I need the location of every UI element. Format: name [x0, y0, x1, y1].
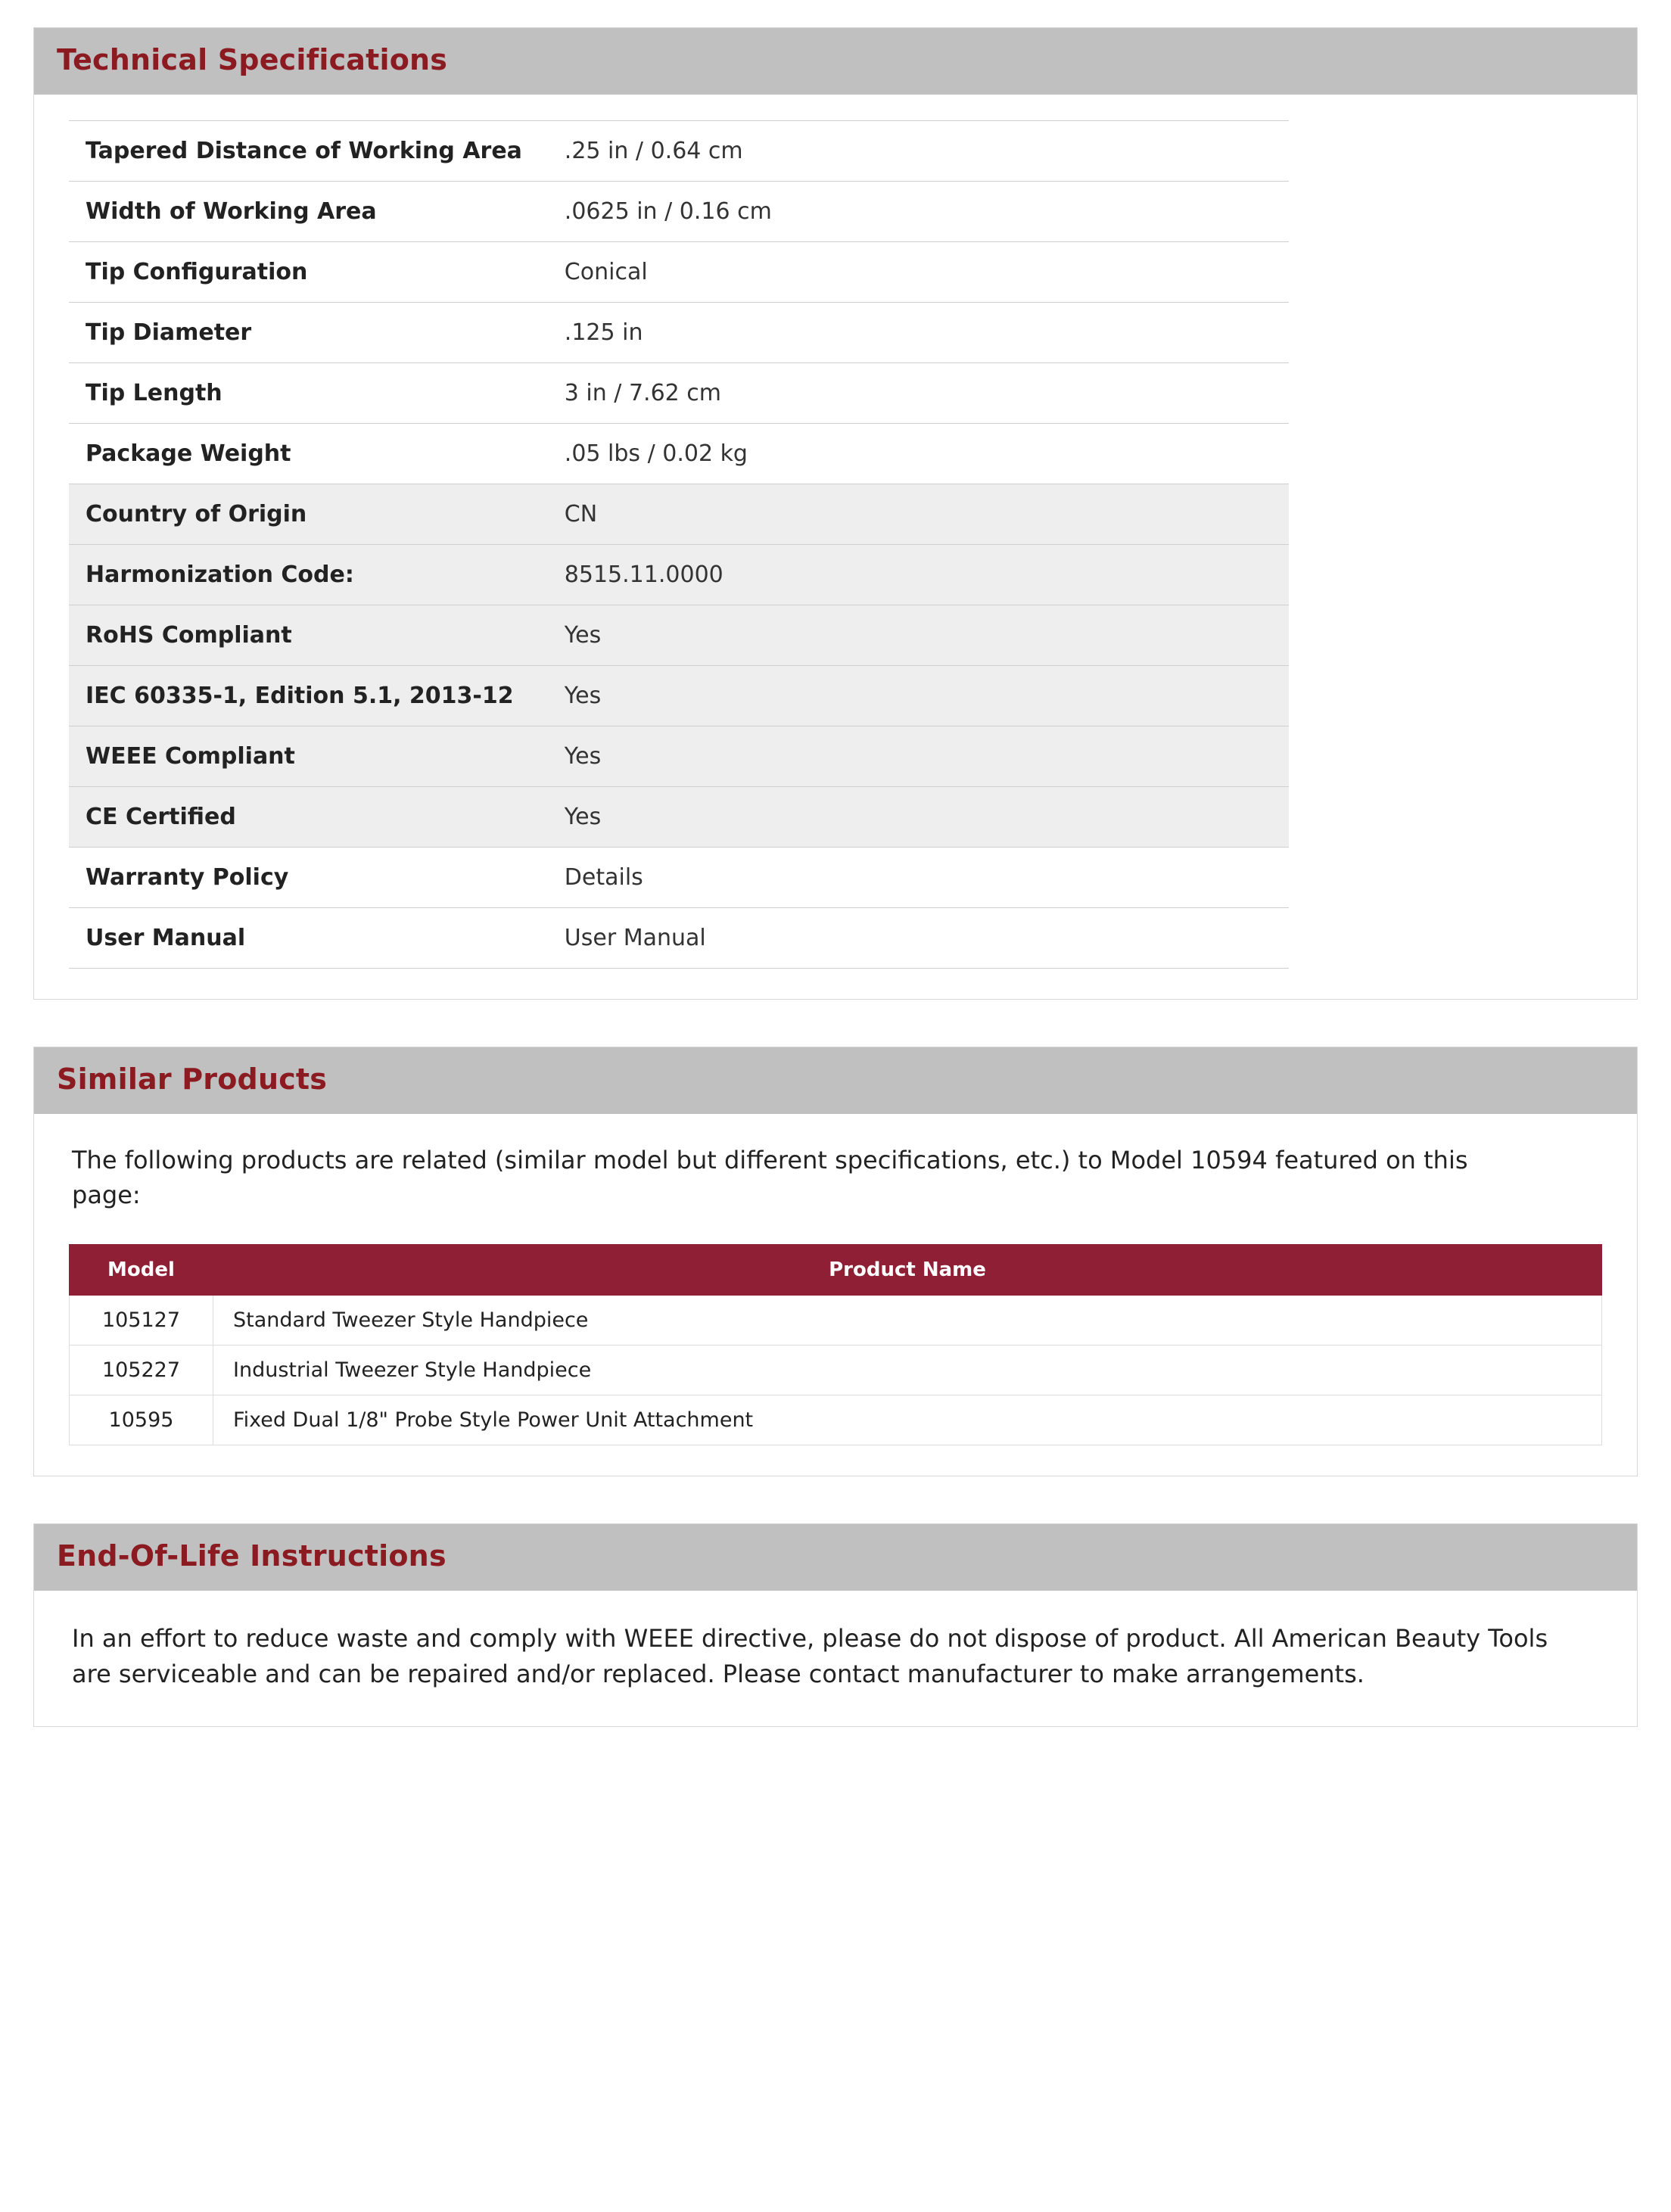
specifications-table-body — [69, 120, 1289, 968]
cell-model[interactable]: 10595 — [70, 1395, 213, 1445]
spec-value: Yes — [557, 726, 1289, 786]
specifications-table — [69, 120, 1289, 969]
technical-specifications-header — [34, 28, 1637, 95]
similar-products-header — [34, 1047, 1637, 1114]
spec-value: Yes — [557, 605, 1289, 665]
end-of-life-title: End-Of-Life Instructions — [57, 1539, 447, 1573]
spec-label: Package Weight — [69, 423, 557, 484]
spec-label: RoHS Compliant — [69, 605, 557, 665]
spec-label: Tapered Distance of Working Area — [69, 120, 557, 181]
similar-products-panel — [33, 1047, 1638, 1477]
cell-product-name[interactable]: Standard Tweezer Style Handpiece — [213, 1296, 1602, 1346]
cell-product-name[interactable]: Fixed Dual 1/8" Probe Style Power Unit Attachment — [213, 1395, 1602, 1445]
table-row — [69, 786, 1289, 847]
spec-value: .05 lbs / 0.02 kg — [557, 423, 1289, 484]
table-row — [69, 605, 1289, 665]
similar-products-intro: The following products are related (similar model but different specifications, etc.) to Model 10594 featured on this page: — [72, 1145, 1468, 1209]
table-row — [69, 120, 1289, 181]
spec-label: CE Certified — [69, 786, 557, 847]
spec-label: User Manual — [69, 907, 557, 968]
table-row — [69, 423, 1289, 484]
table-row[interactable] — [70, 1296, 1602, 1346]
column-header-model: Model — [70, 1245, 213, 1296]
table-row — [69, 241, 1289, 302]
end-of-life-body — [34, 1591, 1637, 1726]
spec-value: .125 in — [557, 302, 1289, 362]
page-title: Technical Specifications — [57, 43, 448, 76]
spec-label: Tip Length — [69, 362, 557, 423]
table-row — [69, 665, 1289, 726]
end-of-life-panel — [33, 1523, 1638, 1727]
table-row — [69, 726, 1289, 786]
technical-specifications-panel — [33, 27, 1638, 1000]
similar-products-table — [69, 1244, 1602, 1445]
table-row — [69, 302, 1289, 362]
table-row[interactable] — [70, 1395, 1602, 1445]
spec-label: IEC 60335-1, Edition 5.1, 2013-12 — [69, 665, 557, 726]
cell-product-name[interactable]: Industrial Tweezer Style Handpiece — [213, 1346, 1602, 1395]
spec-value: CN — [557, 484, 1289, 544]
spec-value: Conical — [557, 241, 1289, 302]
spec-value-warranty-link[interactable]: Details — [557, 847, 1289, 907]
cell-model[interactable]: 105227 — [70, 1346, 213, 1395]
technical-specifications-body — [34, 95, 1637, 999]
table-row — [69, 484, 1289, 544]
spec-label: Harmonization Code: — [69, 544, 557, 605]
cell-model[interactable]: 105127 — [70, 1296, 213, 1346]
spec-label: Warranty Policy — [69, 847, 557, 907]
similar-products-body — [34, 1114, 1637, 1476]
similar-products-table-head — [70, 1245, 1602, 1296]
spec-label: Width of Working Area — [69, 181, 557, 241]
column-header-product-name: Product Name — [213, 1245, 1602, 1296]
spec-value-user-manual-link[interactable]: User Manual — [557, 907, 1289, 968]
table-row[interactable] — [70, 1346, 1602, 1395]
spec-label: Tip Configuration — [69, 241, 557, 302]
table-row — [69, 907, 1289, 968]
spec-value: 8515.11.0000 — [557, 544, 1289, 605]
spec-label: WEEE Compliant — [69, 726, 557, 786]
table-row — [69, 847, 1289, 907]
end-of-life-text: In an effort to reduce waste and comply with WEEE directive, please do not dispose of product. All American Beauty Tools are serviceable and can be repaired and/or replaced. Please contact manufacturer to make arrangements. — [72, 1624, 1548, 1688]
end-of-life-header — [34, 1524, 1637, 1591]
spec-value: .0625 in / 0.16 cm — [557, 181, 1289, 241]
table-row — [69, 181, 1289, 241]
similar-products-table-body — [70, 1296, 1602, 1445]
spec-value: 3 in / 7.62 cm — [557, 362, 1289, 423]
spec-value: Yes — [557, 786, 1289, 847]
spec-value: Yes — [557, 665, 1289, 726]
spec-label: Country of Origin — [69, 484, 557, 544]
spec-value: .25 in / 0.64 cm — [557, 120, 1289, 181]
spec-label: Tip Diameter — [69, 302, 557, 362]
table-row — [69, 544, 1289, 605]
similar-products-title: Similar Products — [57, 1062, 328, 1096]
table-row — [69, 362, 1289, 423]
table-header-row — [70, 1245, 1602, 1296]
